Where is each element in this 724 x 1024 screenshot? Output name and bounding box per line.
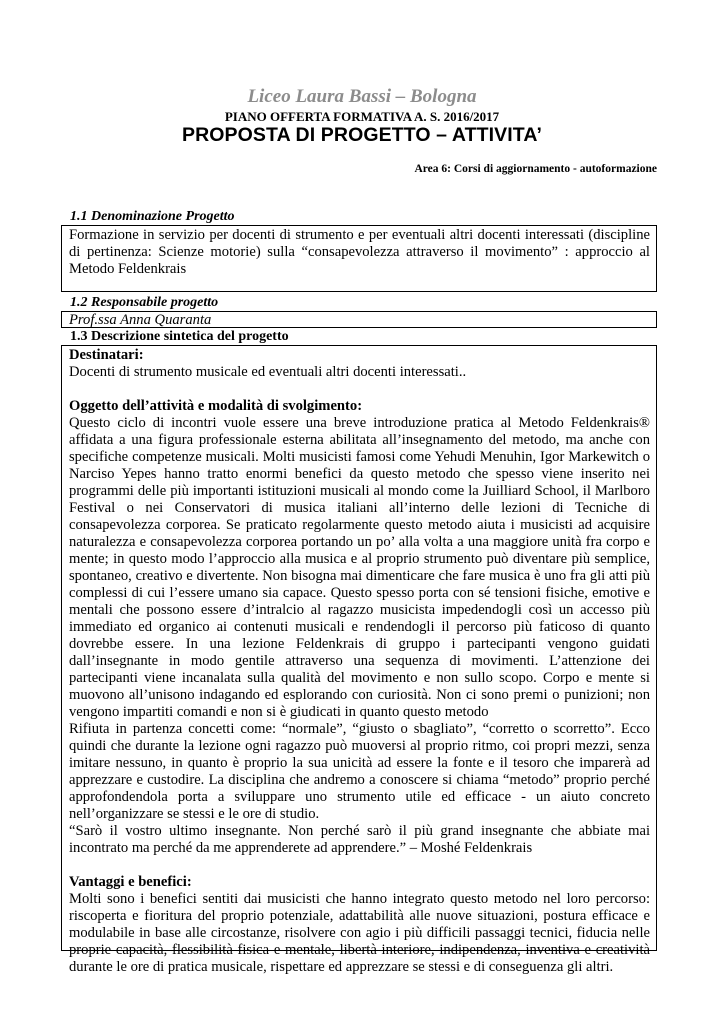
school-name: Liceo Laura Bassi – Bologna — [247, 86, 477, 107]
oggetto-quote: “Sarò il vostro ultimo insegnante. Non perché sarò il più grand insegnante che abbiate mai incontrato ma perché da me apprenderete ad apprendere.” – Moshé Feldenkrais — [69, 823, 650, 856]
pof-subtitle: PIANO OFFERTA FORMATIVA A. S. 2016/2017 — [224, 109, 500, 124]
area-label: Area 6: Corsi di aggiornamento - autoformazione — [414, 163, 657, 175]
destinatari-label: Destinatari: — [69, 347, 144, 363]
section-3-box — [61, 345, 657, 975]
page-title: PROPOSTA DI PROGETTO – ATTIVITA’ — [181, 124, 542, 146]
section-1-heading: 1.1 Denominazione Progetto — [70, 209, 235, 224]
project-name-text: Formazione in servizio per docenti di strumento e per eventuali altri docenti interessati (discipline di pertinenza: Scienze motorie) sulla “consapevolezza attraverso il movimento” : approccio al Metodo Feldenkrais — [69, 227, 650, 277]
oggetto-label: Oggetto dell’attività e modalità di svolgimento: — [69, 398, 363, 414]
vantaggi-label: Vantaggi e benefici: — [69, 874, 192, 890]
destinatari-text: Docenti di strumento musicale ed eventuali altri docenti interessati.. — [69, 364, 467, 380]
section-2-heading: 1.2 Responsabile progetto — [70, 295, 219, 310]
section-3-heading: 1.3 Descrizione sintetica del progetto — [70, 329, 289, 344]
section-2-box — [61, 311, 657, 328]
oggetto-paragraph-2: Rifiuta in partenza concetti come: “normale”, “giusto o sbagliato”, “corretto o scorretto”. Ecco quindi che durante la lezione ogni ragazzo può muoversi al proprio ritmo, coi propri mezzi, senza imitare nessuno, in quanto è proprio la sua unicità ad essere la fonte e il tesoro che imparerà ad apprezzare e custodire. La disciplina che andremo a conoscere si chiama “metodo” proprio perché approfondendola porta a sviluppare uno strumento utile ed efficace - un aiuto concreto nell’organizzare se stessi e le ore di studio. — [69, 721, 650, 822]
vantaggi-text: Molti sono i benefici sentiti dai musicisti che hanno integrato questo metodo nel loro percorso: riscoperta e fioritura del proprio potenziale, adattabilità alle nuove situazioni, postura efficace e modulabile in base alle circostanze, risolvere con agio i più difficili passaggi tecnici, fiducia nelle proprie capacità, flessibilità fisica e mentale, libertà interiore, indipendenza, inventiva e creatività durante le ore di pratica musicale, rispettare ed apprezzare se stessi e di conseguenza gli altri. — [69, 891, 650, 975]
oggetto-paragraph-1: Questo ciclo di incontri vuole essere una breve introduzione pratica al Metodo Feldenkrais® affidata a una figura professionale esterna abilitata all’insegnamento del metodo, ma anche con specifiche competenze musicali. Molti musicisti famosi come Yehudi Menuhin, Igor Markewitch o Narciso Yepes hanno tratto enormi benefici da questo metodo che spesso viene inserito nei programmi delle più importanti istituzioni musicali al mondo come la Juilliard School, il Marlboro Festival o nei Conservatori di musica italiani all’interno delle lezioni di Tecniche di consapevolezza corporea. Se praticato regolarmente questo metodo aiuta i musicisti ad acquisire naturalezza e consapevolezza corporea portando un po’ alla volta a una maggiore unità fra corpo e mente; in questo modo l’approccio alla musica e al proprio strumento può diventare più semplice, spontaneo, creativo e divertente. Non bisogna mai dimenticare che fare musica è uno fra gli atti più complessi di cui l’essere umano sia capace. Questo spesso porta con sé tensioni fisiche, emotive e mentali che possono essere d’intralcio al ragazzo musicista impedendogli così un accesso più immediato ed organico ai contenuti musicali e rendendogli il percorso più faticoso di quanto dovrebbe essere. In una lezione Feldenkrais di gruppo i partecipanti vengono guidati dall’insegnante in modo gentile attraverso una sequenza di movimenti. L’attenzione dei partecipanti viene incanalata sulla qualità del movimento e non sullo scopo. Corpo e mente si muovono all’unisono indagando ed esplorando con curiosità. Non ci sono premi o punizioni; non vengono impartiti comandi e non si è giudicati in quanto questo metodo — [69, 415, 650, 720]
section-1-box — [61, 225, 657, 292]
project-manager-text: Prof.ssa Anna Quaranta — [69, 312, 212, 328]
